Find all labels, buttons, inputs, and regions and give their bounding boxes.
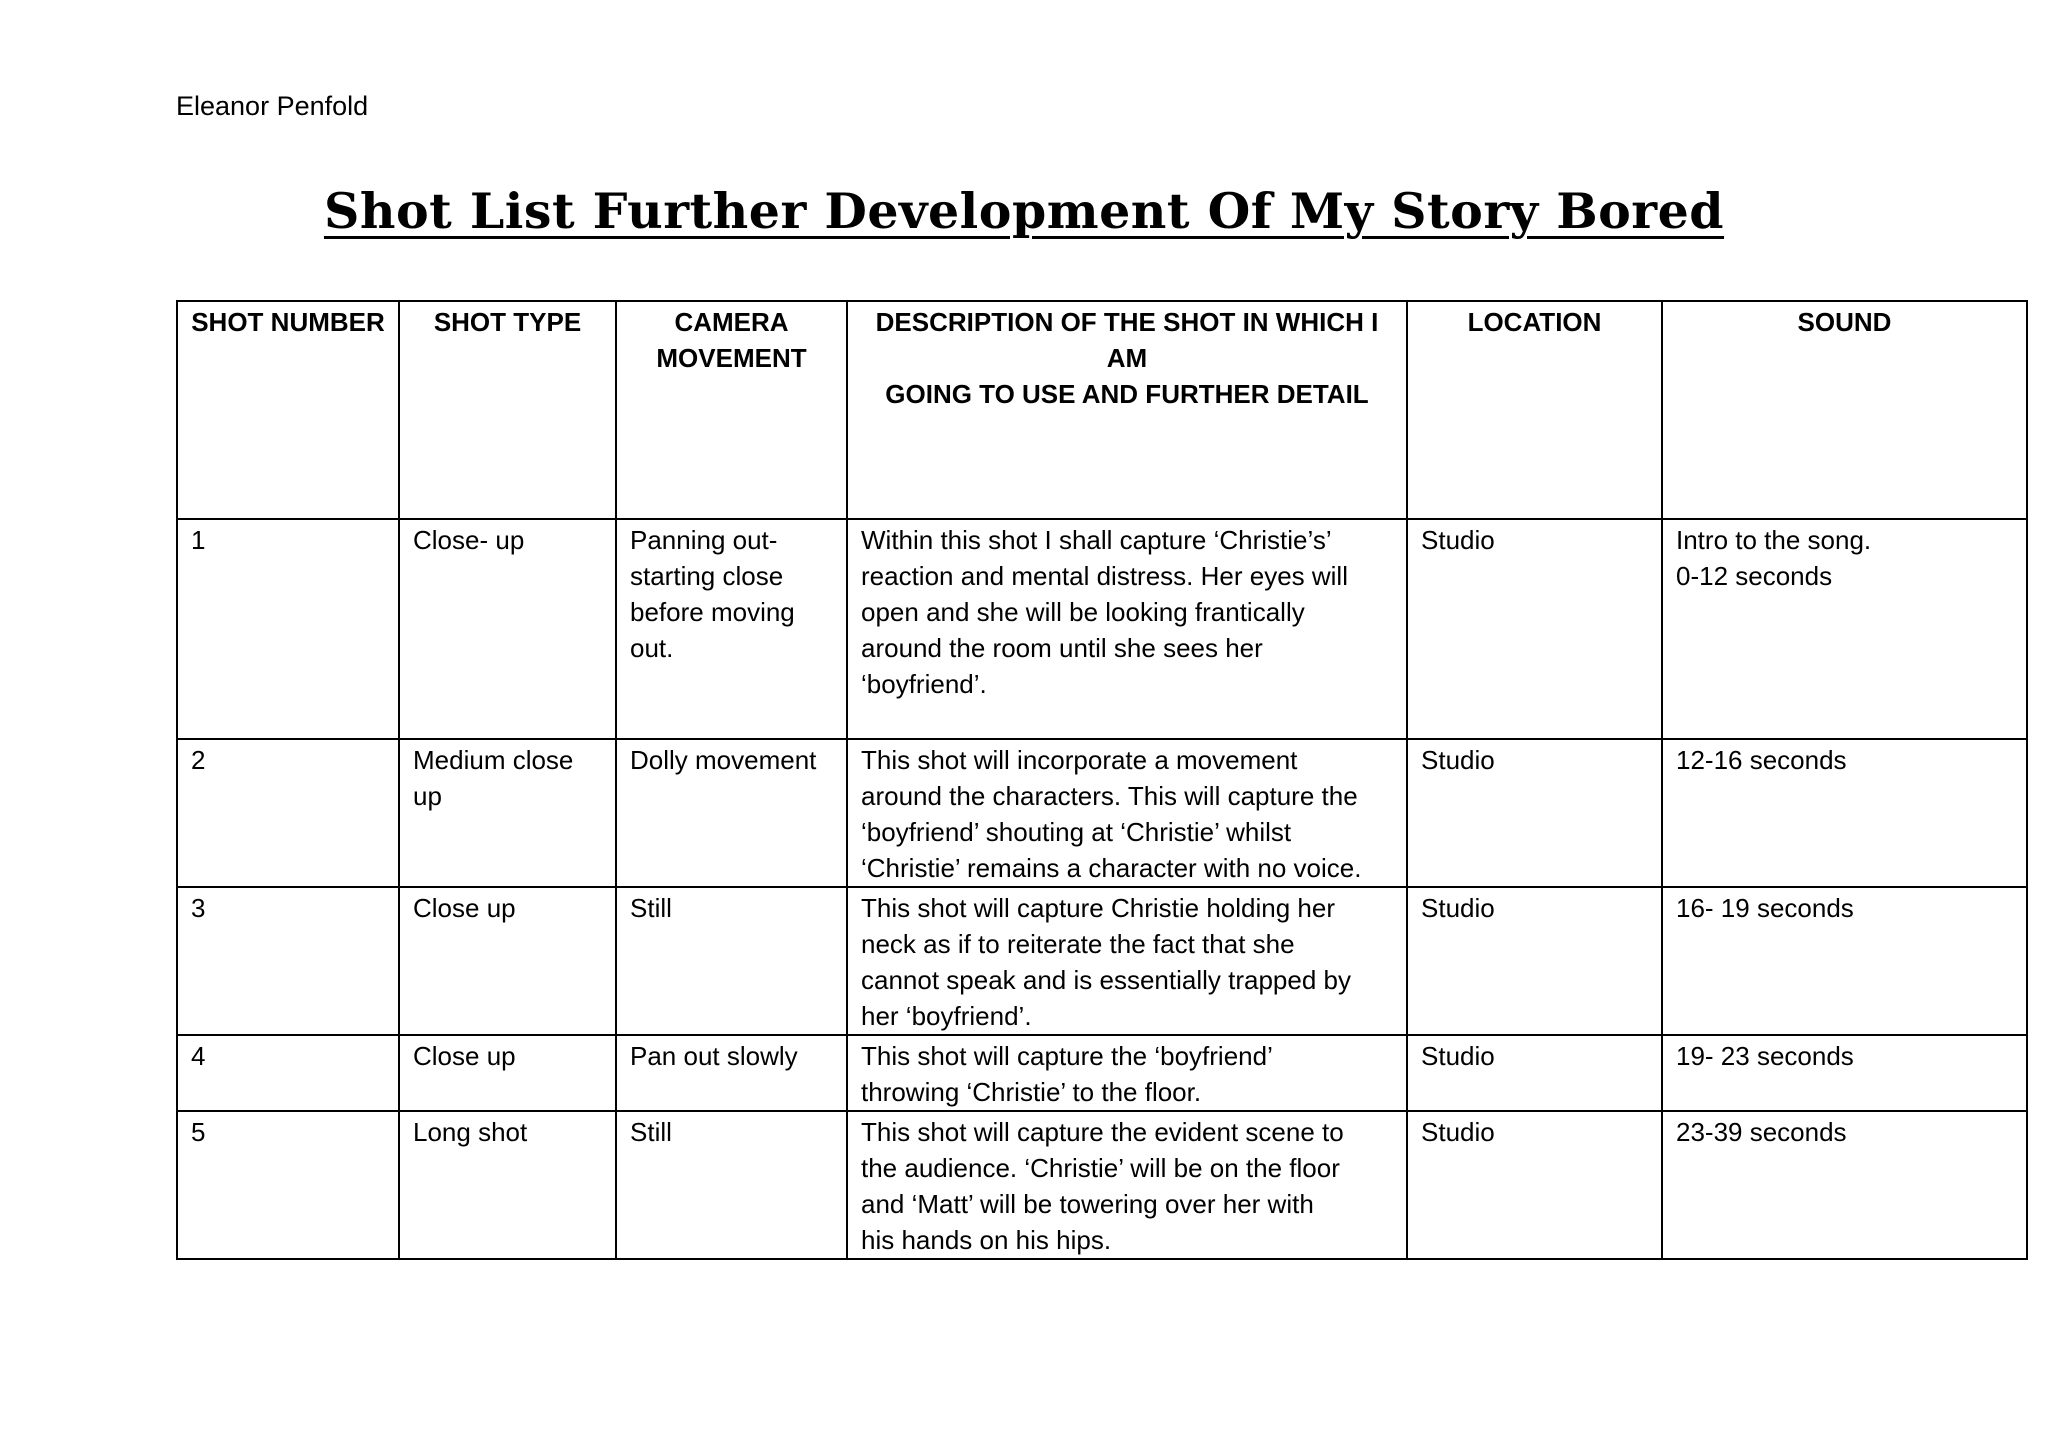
cell-description bbox=[847, 1111, 1407, 1259]
cell-shot-type bbox=[399, 1035, 616, 1111]
header-camera-movement-line-2: MOVEMENT bbox=[656, 343, 807, 373]
header-shot-number-text: SHOT NUMBER bbox=[191, 307, 385, 337]
header-location-text: LOCATION bbox=[1467, 307, 1602, 337]
description-line: cannot speak and is essentially trapped by bbox=[861, 965, 1351, 995]
cell-sound bbox=[1662, 1035, 2027, 1111]
camera-line: before moving bbox=[630, 597, 795, 627]
sound-text: 12-16 seconds bbox=[1676, 745, 1847, 775]
cell-sound bbox=[1662, 1111, 2027, 1259]
location-text: Studio bbox=[1421, 745, 1495, 775]
author-name: Eleanor Penfold bbox=[176, 91, 369, 121]
camera-line: out. bbox=[630, 633, 674, 663]
description-line: ‘Christie’ remains a character with no voice. bbox=[861, 853, 1362, 883]
shot-type-text: Long shot bbox=[413, 1117, 528, 1147]
cell-camera-movement bbox=[616, 519, 847, 739]
cell-description bbox=[847, 887, 1407, 1035]
header-sound bbox=[1662, 301, 2027, 519]
cell-camera-movement bbox=[616, 739, 847, 887]
sound-text: 19- 23 seconds bbox=[1676, 1041, 1854, 1071]
cell-camera-movement bbox=[616, 1035, 847, 1111]
description-line: open and she will be looking frantically bbox=[861, 597, 1305, 627]
header-camera-movement bbox=[616, 301, 847, 519]
table-row bbox=[177, 1111, 2027, 1259]
cell-description bbox=[847, 1035, 1407, 1111]
table-row bbox=[177, 1035, 2027, 1111]
description-line: his hands on his hips. bbox=[861, 1225, 1112, 1255]
cell-location bbox=[1407, 1111, 1662, 1259]
description-line: her ‘boyfriend’. bbox=[861, 1001, 1032, 1031]
shot-type-line: Medium close bbox=[413, 745, 574, 775]
table-row bbox=[177, 887, 2027, 1035]
description-line: This shot will capture the evident scene to bbox=[861, 1117, 1344, 1147]
sound-line: 0-12 seconds bbox=[1676, 561, 1833, 591]
description-line: ‘boyfriend’ shouting at ‘Christie’ whilst bbox=[861, 817, 1292, 847]
shot-type-line: up bbox=[413, 781, 442, 811]
cell-shot-number bbox=[177, 1111, 399, 1259]
cell-shot-type bbox=[399, 519, 616, 739]
cell-description bbox=[847, 739, 1407, 887]
cell-location bbox=[1407, 739, 1662, 887]
shot-type-text: Close up bbox=[413, 1041, 516, 1071]
shot-number-text: 1 bbox=[191, 525, 206, 555]
header-description-line-1: DESCRIPTION OF THE SHOT IN WHICH I AM bbox=[875, 307, 1379, 373]
location-text: Studio bbox=[1421, 1117, 1495, 1147]
camera-text: Pan out slowly bbox=[630, 1041, 798, 1071]
cell-location bbox=[1407, 1035, 1662, 1111]
cell-location bbox=[1407, 519, 1662, 739]
table-row bbox=[177, 739, 2027, 887]
header-description bbox=[847, 301, 1407, 519]
cell-description bbox=[847, 519, 1407, 739]
shot-number-text: 2 bbox=[191, 745, 206, 775]
header-shot-type-text: SHOT TYPE bbox=[433, 307, 582, 337]
shot-number-text: 4 bbox=[191, 1041, 206, 1071]
cell-shot-number bbox=[177, 887, 399, 1035]
cell-camera-movement bbox=[616, 1111, 847, 1259]
header-sound-text: SOUND bbox=[1797, 307, 1892, 337]
description-line: neck as if to reiterate the fact that she bbox=[861, 929, 1295, 959]
header-shot-number bbox=[177, 301, 399, 519]
sound-text: 16- 19 seconds bbox=[1676, 893, 1854, 923]
location-text: Studio bbox=[1421, 893, 1495, 923]
cell-location bbox=[1407, 887, 1662, 1035]
description-line: ‘boyfriend’. bbox=[861, 669, 987, 699]
description-line: and ‘Matt’ will be towering over her with bbox=[861, 1189, 1314, 1219]
cell-sound bbox=[1662, 519, 2027, 739]
description-line: around the room until she sees her bbox=[861, 633, 1263, 663]
description-line: This shot will incorporate a movement bbox=[861, 745, 1298, 775]
table-row bbox=[177, 519, 2027, 739]
cell-sound bbox=[1662, 887, 2027, 1035]
description-line: throwing ‘Christie’ to the floor. bbox=[861, 1077, 1202, 1107]
shot-type-text: Close up bbox=[413, 893, 516, 923]
table-header-row bbox=[177, 301, 2027, 519]
sound-text: 23-39 seconds bbox=[1676, 1117, 1847, 1147]
cell-shot-number bbox=[177, 1035, 399, 1111]
cell-sound bbox=[1662, 739, 2027, 887]
cell-shot-type bbox=[399, 739, 616, 887]
description-line: reaction and mental distress. Her eyes will bbox=[861, 561, 1348, 591]
header-description-line-2: GOING TO USE AND FURTHER DETAIL bbox=[885, 379, 1369, 409]
cell-shot-type bbox=[399, 887, 616, 1035]
cell-camera-movement bbox=[616, 887, 847, 1035]
camera-line: Panning out- bbox=[630, 525, 778, 555]
camera-text: Still bbox=[630, 893, 672, 923]
camera-text: Dolly movement bbox=[630, 745, 817, 775]
description-line: around the characters. This will capture the bbox=[861, 781, 1358, 811]
shot-type-text: Close- up bbox=[413, 525, 525, 555]
sound-line: Intro to the song. bbox=[1676, 525, 1872, 555]
header-shot-type bbox=[399, 301, 616, 519]
shot-number-text: 3 bbox=[191, 893, 206, 923]
location-text: Studio bbox=[1421, 1041, 1495, 1071]
cell-shot-type bbox=[399, 1111, 616, 1259]
document-title: Shot List Further Development Of My Story Bored bbox=[323, 182, 1725, 240]
camera-line: starting close bbox=[630, 561, 784, 591]
shot-number-text: 5 bbox=[191, 1117, 206, 1147]
location-text: Studio bbox=[1421, 525, 1495, 555]
cell-shot-number bbox=[177, 519, 399, 739]
cell-shot-number bbox=[177, 739, 399, 887]
description-line: the audience. ‘Christie’ will be on the floor bbox=[861, 1153, 1340, 1183]
header-location bbox=[1407, 301, 1662, 519]
shot-list-table bbox=[176, 300, 2028, 1260]
camera-text: Still bbox=[630, 1117, 672, 1147]
header-camera-movement-line-1: CAMERA bbox=[674, 307, 789, 337]
description-line: Within this shot I shall capture ‘Christie’s’ bbox=[861, 525, 1332, 555]
description-line: This shot will capture the ‘boyfriend’ bbox=[861, 1041, 1273, 1071]
description-line: This shot will capture Christie holding her bbox=[861, 893, 1335, 923]
